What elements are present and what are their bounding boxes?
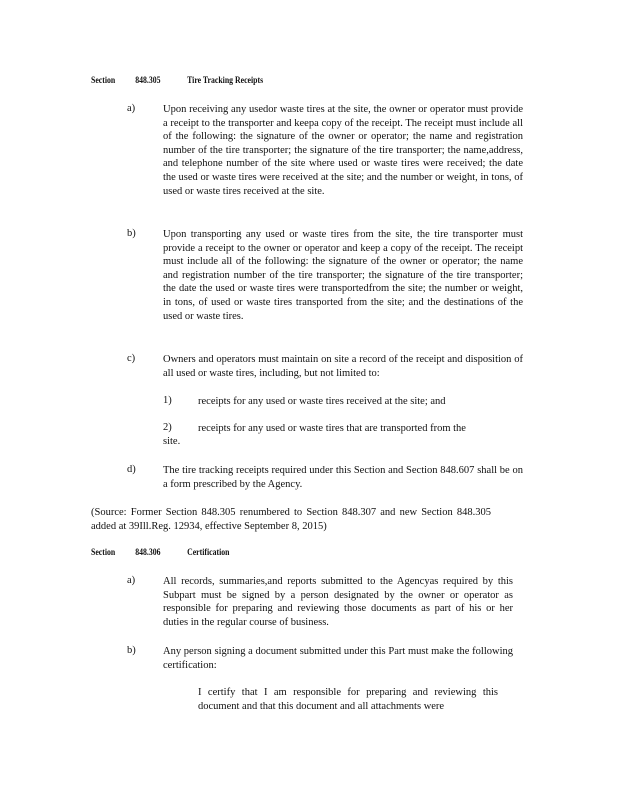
subitem-label: 1) <box>163 395 172 406</box>
item-text: Any person signing a document submitted under this Part must make the following certification: <box>163 646 513 671</box>
item-label: b) <box>127 228 136 239</box>
item-label: b) <box>127 645 136 656</box>
section-number: 848.306 <box>135 548 161 558</box>
section-heading-306 <box>91 548 229 558</box>
item-text: All records, summaries,and reports submitted to the Agencyas required by this Subpart must be signed by a person designated by the owner or operator as responsible for preparing and reviewing those documents as part of his or her duties in the regular course of business. <box>163 576 513 628</box>
item-label: a) <box>127 575 136 586</box>
subitem-text: receipts for any used or waste tires received at the site; and <box>198 396 446 407</box>
item-label: d) <box>127 464 136 475</box>
section-title: Tire Tracking Receipts <box>187 76 264 86</box>
section-heading-305 <box>91 76 263 86</box>
subitem-continuation: site. <box>163 436 181 447</box>
item-text: The tire tracking receipts required under this Section and Section 848.607 shall be on a form prescribed by the Agency. <box>163 465 523 490</box>
item-text: Owners and operators must maintain on site a record of the receipt and disposition of all used or waste tires, including, but not limited to: <box>163 354 523 379</box>
certification-text: I certify that I am responsible for preparing and reviewing this document and that this document and all attachments were <box>198 687 498 712</box>
item-label: c) <box>127 353 136 364</box>
section-word: Section <box>91 548 116 558</box>
section-word: Section <box>91 76 116 86</box>
item-text: Upon transporting any used or waste tires from the site, the tire transporter must provide a receipt to the owner or operator and keep a copy of the receipt. The receipt must include all of the following: the signature of the owner or operator; the name and registration number of the tire transporter; the signature of the tire transporter; the date the used or waste tires were transportedfrom the site; the number or weight, in tons, of used or waste tires transported from the site; and the destinations of the used or waste tires. <box>163 229 523 322</box>
item-text: Upon receiving any usedor waste tires at the site, the owner or operator must provide a receipt to the transporter and keepa copy of the receipt. The receipt must include all of the following: the signature of the owner or operator; the name and registration number of the tire transporter; the signature of the tire transporter; the name,address, and telephone number of the site where used or waste tires were received; the date the used or waste tires were received at the site; and the number or weight, in tons, of used or waste tires received at the site. <box>163 104 523 197</box>
section-number: 848.305 <box>135 76 161 86</box>
section-title: Certification <box>187 548 230 558</box>
item-label: a) <box>127 103 136 114</box>
source-note: (Source: Former Section 848.305 renumbered to Section 848.307 and new Section 848.305 added at 39Ill.Reg. 12934, effective September 8, 2015) <box>91 507 491 532</box>
subitem-text: receipts for any used or waste tires that are transported from the <box>198 423 466 434</box>
subitem-label: 2) <box>163 422 172 433</box>
